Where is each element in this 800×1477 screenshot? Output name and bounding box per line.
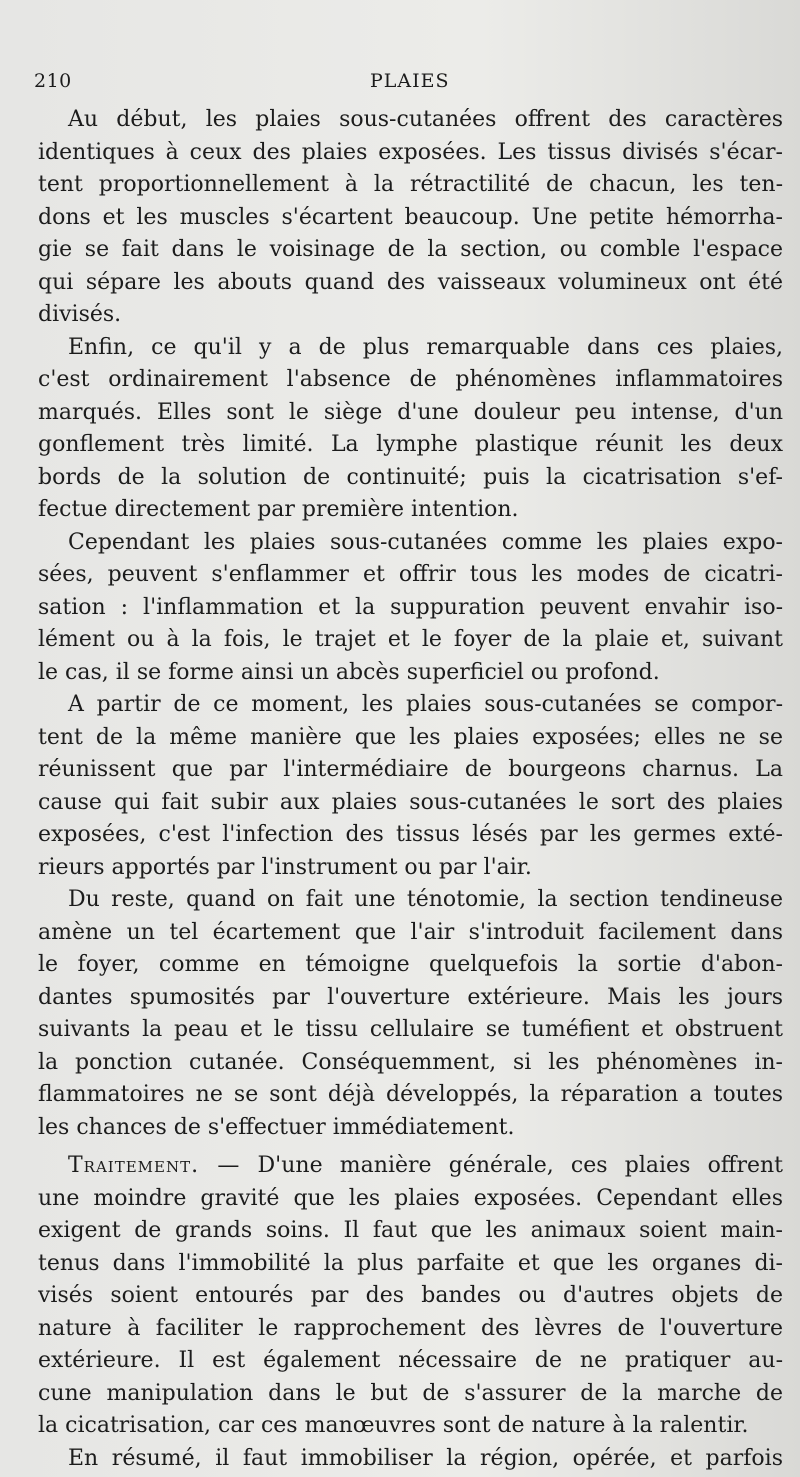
text-line: suivants la peau et le tissu cellulaire se tuméfient et obstruent [38, 1017, 783, 1042]
text-line: Cependant les plaies sous-cutanées comme les plaies expo- [68, 529, 783, 555]
text-line: c'est ordinairement l'absence de phénomènes inflammatoires [38, 367, 783, 392]
text-line: marqués. Elles sont le siège d'une douleur peu intense, d'un [38, 399, 783, 425]
text-line: En résumé, il faut immobiliser la région, opérée, et parfois [68, 1445, 783, 1471]
text-line: identiques à ceux des plaies exposées. Les tissus divisés s'écar- [38, 139, 783, 165]
section-first-line [38, 1150, 783, 1183]
text-line: dons et les muscles s'écartent beaucoup. Une petite hémorrha- [38, 204, 783, 230]
text-line: cause qui fait subir aux plaies sous-cutanées le sort des plaies [38, 789, 783, 815]
text-run: D'une manière générale, ces plaies offrent [240, 1153, 783, 1178]
text-line: flammatoires ne se sont déjà développés, la réparation a toutes [38, 1082, 783, 1107]
text-line: gie se fait dans le voisinage de la section, ou comble l'espace [38, 237, 783, 262]
text-line: tent proportionnellement à la rétractilité de chacun, les ten- [38, 172, 783, 197]
text-line: les chances de s'effectuer immédiatement. [38, 1114, 515, 1140]
text-line: le cas, il se forme ainsi un abcès superficiel ou profond. [38, 659, 660, 685]
text-line: le foyer, comme en témoigne quelquefois la sortie d'abon- [38, 952, 783, 977]
text-line: exigent de grands soins. Il faut que les animaux soient main- [38, 1218, 783, 1243]
text-line: extérieure. Il est également nécessaire de ne pratiquer au- [38, 1348, 783, 1373]
text-line: la cicatrisation, car ces manœuvres sont de nature à la ralentir. [38, 1413, 749, 1438]
text-line: exposées, c'est l'infection des tissus lésés par les germes exté- [38, 822, 783, 847]
text-line: Du reste, quand on fait une ténotomie, la section tendineuse [68, 887, 783, 912]
text-line: tent de la même manière que les plaies exposées; elles ne se [38, 724, 783, 750]
text-line: cune manipulation dans le but de s'assurer de la marche de [38, 1380, 783, 1406]
text-line: tenus dans l'immobilité la plus parfaite et que les organes di- [38, 1250, 783, 1276]
text-line: réunissent que par l'intermédiaire de bourgeons charnus. La [38, 757, 783, 782]
text-line: sation : l'inflammation et la suppuration peuvent envahir iso- [38, 594, 783, 620]
text-line: A partir de ce moment, les plaies sous-cutanées se compor- [68, 692, 783, 717]
page-header [34, 70, 780, 100]
text-line: visés soient entourés par des bandes ou d'autres objets de [38, 1283, 783, 1308]
text-line: Enfin, ce qu'il y a de plus remarquable dans ces plaies, [68, 334, 783, 360]
text-line: rieurs apportés par l'instrument ou par l'air. [38, 854, 532, 880]
text-line: divisés. [38, 302, 122, 327]
text-line: dantes spumosités par l'ouverture extérieure. Mais les jours [38, 984, 783, 1010]
text-line: fectue directement par première intention. [38, 497, 519, 522]
section-heading: Traitement. — [68, 1153, 241, 1178]
running-head: PLAIES [370, 70, 450, 92]
text-line: la ponction cutanée. Conséquemment, si les phénomènes in- [38, 1049, 783, 1075]
body-text [38, 104, 783, 1475]
text-line: gonflement très limité. La lymphe plastique réunit les deux [38, 432, 783, 457]
text-line: qui sépare les abouts quand des vaisseaux volumineux ont été [38, 269, 783, 295]
text-line: Au début, les plaies sous-cutanées offrent des caractères [68, 107, 783, 132]
page-number: 210 [34, 70, 72, 92]
text-line: sées, peuvent s'enflammer et offrir tous les modes de cicatri- [38, 562, 783, 587]
text-line: amène un tel écartement que l'air s'introduit facilement dans [38, 919, 783, 945]
text-line: une moindre gravité que les plaies exposées. Cependant elles [38, 1185, 783, 1211]
text-line: lément ou à la fois, le trajet et le foyer de la plaie et, suivant [38, 627, 783, 652]
text-line: bords de la solution de continuité; puis la cicatrisation s'ef- [38, 464, 783, 490]
text-line: nature à faciliter le rapprochement des lèvres de l'ouverture [38, 1315, 783, 1341]
